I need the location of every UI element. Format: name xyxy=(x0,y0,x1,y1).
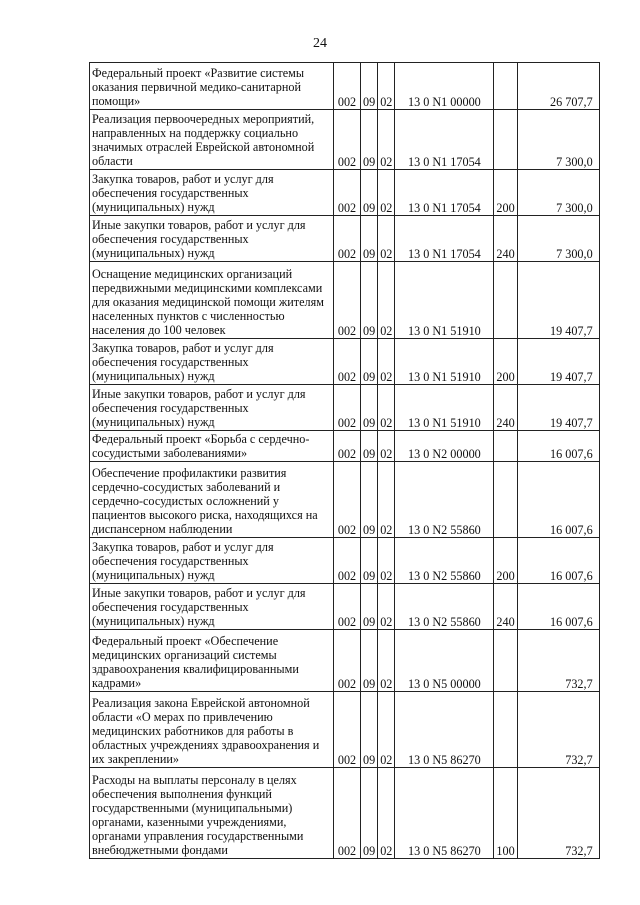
row-target-article: 13 0 N1 51910 xyxy=(395,339,494,385)
row-subsection-code: 02 xyxy=(378,630,395,692)
row-subsection-code: 02 xyxy=(378,385,395,431)
row-expense-type: 100 xyxy=(494,768,517,859)
row-amount: 16 007,6 xyxy=(517,462,599,538)
row-subsection-code: 02 xyxy=(378,170,395,216)
row-grbs-code: 002 xyxy=(334,431,361,462)
row-grbs-code: 002 xyxy=(334,110,361,170)
row-name: Закупка товаров, работ и услуг для обеспечения государственных (муниципальных) нужд xyxy=(90,339,334,385)
row-section-code: 09 xyxy=(361,385,378,431)
row-grbs-code: 002 xyxy=(334,216,361,262)
table-row xyxy=(90,768,600,859)
row-target-article: 13 0 N2 55860 xyxy=(395,462,494,538)
row-name: Иные закупки товаров, работ и услуг для обеспечения государственных (муниципальных) нужд xyxy=(90,216,334,262)
row-grbs-code: 002 xyxy=(334,630,361,692)
row-amount: 19 407,7 xyxy=(517,262,599,339)
table-row xyxy=(90,170,600,216)
row-grbs-code: 002 xyxy=(334,692,361,768)
table-row xyxy=(90,584,600,630)
page-number: 24 xyxy=(313,36,327,51)
table-row xyxy=(90,431,600,462)
row-target-article: 13 0 N2 55860 xyxy=(395,584,494,630)
table-row xyxy=(90,462,600,538)
row-section-code: 09 xyxy=(361,339,378,385)
budget-table-body xyxy=(90,63,600,859)
row-expense-type: 200 xyxy=(494,538,517,584)
row-grbs-code: 002 xyxy=(334,262,361,339)
row-name: Реализация первоочередных мероприятий, направленных на поддержку социально значимых отраслей Еврейской автономной области xyxy=(90,110,334,170)
row-expense-type xyxy=(494,431,517,462)
table-row xyxy=(90,339,600,385)
row-expense-type xyxy=(494,692,517,768)
row-name: Федеральный проект «Обеспечение медицинских организаций системы здравоохранения квалифицированными кадрами» xyxy=(90,630,334,692)
row-target-article: 13 0 N2 55860 xyxy=(395,538,494,584)
row-section-code: 09 xyxy=(361,110,378,170)
row-section-code: 09 xyxy=(361,63,378,110)
budget-table xyxy=(89,62,600,859)
row-expense-type xyxy=(494,63,517,110)
row-section-code: 09 xyxy=(361,431,378,462)
row-section-code: 09 xyxy=(361,630,378,692)
row-subsection-code: 02 xyxy=(378,538,395,584)
row-amount: 732,7 xyxy=(517,768,599,859)
row-target-article: 13 0 N5 00000 xyxy=(395,630,494,692)
row-amount: 19 407,7 xyxy=(517,385,599,431)
row-subsection-code: 02 xyxy=(378,216,395,262)
row-expense-type xyxy=(494,262,517,339)
row-amount: 16 007,6 xyxy=(517,584,599,630)
table-row xyxy=(90,216,600,262)
row-grbs-code: 002 xyxy=(334,63,361,110)
row-expense-type xyxy=(494,630,517,692)
row-expense-type: 240 xyxy=(494,385,517,431)
row-grbs-code: 002 xyxy=(334,170,361,216)
row-subsection-code: 02 xyxy=(378,431,395,462)
row-section-code: 09 xyxy=(361,538,378,584)
row-name: Закупка товаров, работ и услуг для обеспечения государственных (муниципальных) нужд xyxy=(90,170,334,216)
row-expense-type xyxy=(494,462,517,538)
row-amount: 16 007,6 xyxy=(517,431,599,462)
row-name: Расходы на выплаты персоналу в целях обеспечения выполнения функций государственными (муниципальными) органами, казенными учреждениями, органами управления государственными внебюджетными фондами xyxy=(90,768,334,859)
row-target-article: 13 0 N5 86270 xyxy=(395,692,494,768)
row-section-code: 09 xyxy=(361,262,378,339)
row-amount: 19 407,7 xyxy=(517,339,599,385)
row-grbs-code: 002 xyxy=(334,462,361,538)
row-subsection-code: 02 xyxy=(378,110,395,170)
row-amount: 732,7 xyxy=(517,692,599,768)
row-amount: 7 300,0 xyxy=(517,216,599,262)
table-row xyxy=(90,110,600,170)
row-target-article: 13 0 N2 00000 xyxy=(395,431,494,462)
row-name: Закупка товаров, работ и услуг для обеспечения государственных (муниципальных) нужд xyxy=(90,538,334,584)
row-subsection-code: 02 xyxy=(378,584,395,630)
row-target-article: 13 0 N1 17054 xyxy=(395,110,494,170)
row-name: Федеральный проект «Борьба с сердечно-сосудистыми заболеваниями» xyxy=(90,431,334,462)
row-target-article: 13 0 N1 51910 xyxy=(395,385,494,431)
row-amount: 26 707,7 xyxy=(517,63,599,110)
table-row xyxy=(90,630,600,692)
row-amount: 7 300,0 xyxy=(517,170,599,216)
row-expense-type xyxy=(494,110,517,170)
table-row xyxy=(90,538,600,584)
table-row xyxy=(90,63,600,110)
row-target-article: 13 0 N1 17054 xyxy=(395,216,494,262)
row-name: Реализация закона Еврейской автономной области «О мерах по привлечению медицинских работников для работы в областных учреждениях здравоохранения и их закреплении» xyxy=(90,692,334,768)
row-section-code: 09 xyxy=(361,216,378,262)
row-expense-type: 240 xyxy=(494,584,517,630)
row-target-article: 13 0 N1 00000 xyxy=(395,63,494,110)
row-subsection-code: 02 xyxy=(378,339,395,385)
row-target-article: 13 0 N1 17054 xyxy=(395,170,494,216)
row-expense-type: 240 xyxy=(494,216,517,262)
row-amount: 16 007,6 xyxy=(517,538,599,584)
row-expense-type: 200 xyxy=(494,339,517,385)
row-section-code: 09 xyxy=(361,692,378,768)
row-section-code: 09 xyxy=(361,462,378,538)
row-name: Оснащение медицинских организаций передвижными медицинскими комплексами для оказания медицинской помощи жителям населенных пунктов с численностью населения до 100 человек xyxy=(90,262,334,339)
table-row xyxy=(90,262,600,339)
row-grbs-code: 002 xyxy=(334,584,361,630)
row-section-code: 09 xyxy=(361,584,378,630)
row-target-article: 13 0 N5 86270 xyxy=(395,768,494,859)
row-expense-type: 200 xyxy=(494,170,517,216)
table-row xyxy=(90,385,600,431)
row-section-code: 09 xyxy=(361,768,378,859)
row-subsection-code: 02 xyxy=(378,262,395,339)
row-amount: 7 300,0 xyxy=(517,110,599,170)
row-grbs-code: 002 xyxy=(334,385,361,431)
row-subsection-code: 02 xyxy=(378,63,395,110)
row-subsection-code: 02 xyxy=(378,462,395,538)
row-subsection-code: 02 xyxy=(378,768,395,859)
row-name: Иные закупки товаров, работ и услуг для обеспечения государственных (муниципальных) нужд xyxy=(90,584,334,630)
row-subsection-code: 02 xyxy=(378,692,395,768)
row-name: Обеспечение профилактики развития сердечно-сосудистых заболеваний и сердечно-сосудистых осложнений у пациентов высокого риска, находящихся на диспансерном наблюдении xyxy=(90,462,334,538)
row-target-article: 13 0 N1 51910 xyxy=(395,262,494,339)
row-name: Федеральный проект «Развитие системы оказания первичной медико-санитарной помощи» xyxy=(90,63,334,110)
row-grbs-code: 002 xyxy=(334,339,361,385)
table-row xyxy=(90,692,600,768)
row-grbs-code: 002 xyxy=(334,768,361,859)
row-name: Иные закупки товаров, работ и услуг для обеспечения государственных (муниципальных) нужд xyxy=(90,385,334,431)
row-section-code: 09 xyxy=(361,170,378,216)
row-amount: 732,7 xyxy=(517,630,599,692)
row-grbs-code: 002 xyxy=(334,538,361,584)
